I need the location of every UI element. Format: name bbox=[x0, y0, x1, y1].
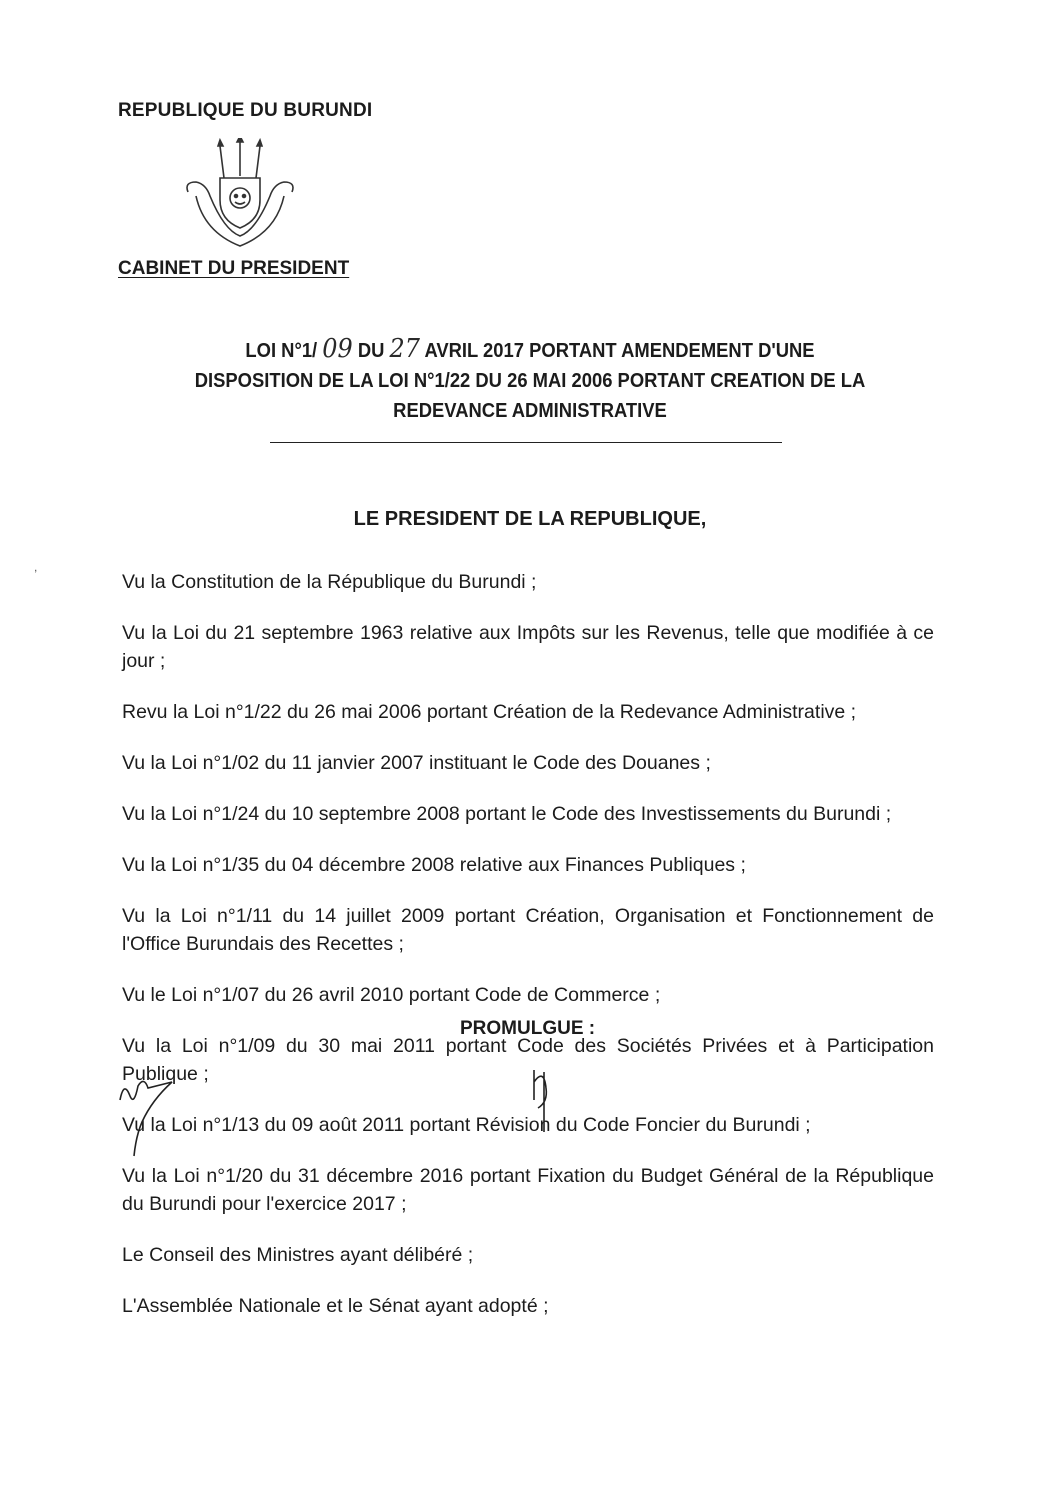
initials-signature-icon bbox=[520, 1062, 560, 1142]
title-line-1 bbox=[153, 334, 907, 366]
law-title bbox=[153, 334, 907, 426]
handwritten-law-number: 09 bbox=[322, 334, 353, 364]
visa-item: Le Conseil des Ministres ayant délibéré ; bbox=[122, 1244, 474, 1266]
title-line-2: DISPOSITION DE LA LOI N°1/22 DU 26 MAI 2006 PORTANT CREATION DE LA bbox=[194, 370, 866, 392]
initials-signature-icon bbox=[112, 1070, 182, 1160]
title-line-1-rest: AVRIL 2017 PORTANT AMENDEMENT D'UNE bbox=[424, 340, 815, 362]
title-du: DU bbox=[357, 340, 385, 362]
president-heading: LE PRESIDENT DE LA REPUBLIQUE, bbox=[353, 508, 707, 530]
visa-item: Vu le Loi n°1/07 du 26 avril 2010 portant Code de Commerce ; bbox=[122, 984, 661, 1006]
title-line-3: REDEVANCE ADMINISTRATIVE bbox=[393, 400, 667, 422]
visa-item: Vu la Loi n°1/24 du 10 septembre 2008 portant le Code des Investissements du Burundi ; bbox=[122, 803, 892, 825]
visa-item: Vu la Constitution de la République du Burundi ; bbox=[122, 571, 537, 593]
promulgue-heading: PROMULGUE : bbox=[460, 1018, 596, 1039]
visa-item: Vu la Loi n°1/02 du 11 janvier 2007 instituant le Code des Douanes ; bbox=[122, 752, 711, 774]
scan-speck: , bbox=[34, 560, 38, 574]
visa-item: Vu la Loi n°1/20 du 31 décembre 2016 portant Fixation du Budget Général de la République du Burundi pour l'exercice 2017 ; bbox=[122, 1165, 934, 1215]
visa-item: Vu la Loi n°1/35 du 04 décembre 2008 relative aux Finances Publiques ; bbox=[122, 854, 746, 876]
handwritten-day: 27 bbox=[389, 334, 421, 364]
title-separator bbox=[270, 442, 782, 443]
visa-item: Vu la Loi n°1/13 du 09 août 2011 portant Révision du Code Foncier du Burundi ; bbox=[122, 1114, 811, 1136]
visa-item: Vu la Loi n°1/11 du 14 juillet 2009 portant Création, Organisation et Fonctionnement de l'Office Burundais des Recettes ; bbox=[122, 905, 934, 955]
country-header: REPUBLIQUE DU BURUNDI bbox=[118, 100, 373, 121]
visa-item: Vu la Loi du 21 septembre 1963 relative aux Impôts sur les Revenus, telle que modifiée à ce jour ; bbox=[122, 622, 934, 672]
title-prefix: LOI N°1/ bbox=[245, 340, 318, 362]
visas-list bbox=[122, 568, 934, 1343]
cabinet-header: CABINET DU PRESIDENT bbox=[118, 258, 350, 279]
visa-item: Vu la Loi n°1/09 du 30 mai 2011 portant Code des Sociétés Privées et à Participation Publique ; bbox=[122, 1035, 934, 1085]
visa-item: Revu la Loi n°1/22 du 26 mai 2006 portant Création de la Redevance Administrative ; bbox=[122, 701, 857, 723]
visa-item: L'Assemblée Nationale et le Sénat ayant adopté ; bbox=[122, 1295, 549, 1317]
coat-of-arms-icon bbox=[180, 138, 300, 258]
